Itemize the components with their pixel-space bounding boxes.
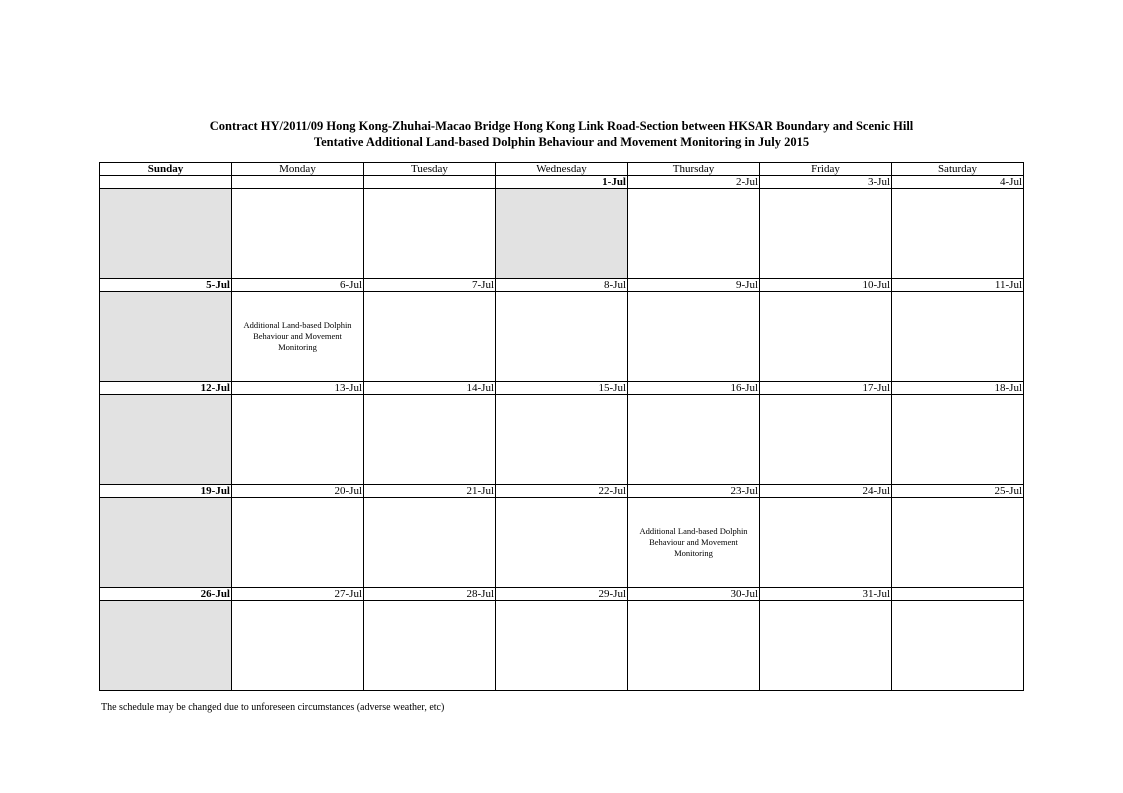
weekday-header-row xyxy=(100,163,1024,176)
event-cell: Additional Land-based Dolphin Behaviour and Movement Monitoring xyxy=(232,292,364,382)
week-event-row xyxy=(100,395,1024,485)
date-cell: 29-Jul xyxy=(496,588,628,601)
date-cell: 27-Jul xyxy=(232,588,364,601)
week-event-row xyxy=(100,601,1024,691)
date-cell: 28-Jul xyxy=(364,588,496,601)
week-event-row xyxy=(100,292,1024,382)
week-event-row xyxy=(100,189,1024,279)
week-date-row xyxy=(100,279,1024,292)
event-cell xyxy=(364,292,496,382)
date-cell: 4-Jul xyxy=(892,176,1024,189)
event-cell xyxy=(496,601,628,691)
event-cell xyxy=(100,601,232,691)
date-cell: 5-Jul xyxy=(100,279,232,292)
event-cell xyxy=(100,292,232,382)
document-title: Contract HY/2011/09 Hong Kong-Zhuhai-Macao Bridge Hong Kong Link Road-Section between HKSAR Boundary and Scenic Hill xyxy=(209,119,914,133)
date-cell: 9-Jul xyxy=(628,279,760,292)
event-cell xyxy=(232,601,364,691)
day-header-wednesday: Wednesday xyxy=(496,163,628,176)
date-cell: 12-Jul xyxy=(100,382,232,395)
date-cell: 30-Jul xyxy=(628,588,760,601)
week-event-row xyxy=(100,498,1024,588)
week-date-row xyxy=(100,485,1024,498)
event-cell xyxy=(760,395,892,485)
event-cell xyxy=(496,292,628,382)
date-cell: 10-Jul xyxy=(760,279,892,292)
date-cell: 22-Jul xyxy=(496,485,628,498)
event-cell: Additional Land-based Dolphin Behaviour and Movement Monitoring xyxy=(628,498,760,588)
date-cell: 31-Jul xyxy=(760,588,892,601)
event-cell xyxy=(760,601,892,691)
event-cell xyxy=(760,292,892,382)
date-cell: 20-Jul xyxy=(232,485,364,498)
date-cell xyxy=(232,176,364,189)
event-cell xyxy=(892,601,1024,691)
event-cell xyxy=(628,189,760,279)
date-cell: 18-Jul xyxy=(892,382,1024,395)
event-cell xyxy=(100,498,232,588)
event-cell xyxy=(364,189,496,279)
date-cell xyxy=(100,176,232,189)
event-cell xyxy=(232,498,364,588)
week-date-row xyxy=(100,588,1024,601)
event-cell xyxy=(364,498,496,588)
day-header-thursday: Thursday xyxy=(628,163,760,176)
event-cell xyxy=(232,189,364,279)
event-cell xyxy=(364,395,496,485)
date-cell: 13-Jul xyxy=(232,382,364,395)
event-cell xyxy=(364,601,496,691)
calendar-table xyxy=(99,162,1024,691)
event-cell xyxy=(232,395,364,485)
date-cell: 1-Jul xyxy=(496,176,628,189)
event-cell xyxy=(496,498,628,588)
date-cell xyxy=(892,588,1024,601)
date-cell: 6-Jul xyxy=(232,279,364,292)
date-cell: 7-Jul xyxy=(364,279,496,292)
date-cell: 3-Jul xyxy=(760,176,892,189)
event-cell xyxy=(892,292,1024,382)
date-cell: 25-Jul xyxy=(892,485,1024,498)
date-cell: 24-Jul xyxy=(760,485,892,498)
date-cell: 21-Jul xyxy=(364,485,496,498)
date-cell: 26-Jul xyxy=(100,588,232,601)
event-cell xyxy=(760,189,892,279)
week-date-row xyxy=(100,382,1024,395)
event-cell xyxy=(496,395,628,485)
event-cell xyxy=(760,498,892,588)
date-cell: 19-Jul xyxy=(100,485,232,498)
date-cell: 15-Jul xyxy=(496,382,628,395)
event-cell xyxy=(892,498,1024,588)
schedule-footnote: The schedule may be changed due to unforeseen circumstances (adverse weather, etc) xyxy=(101,702,445,713)
date-cell: 11-Jul xyxy=(892,279,1024,292)
day-header-tuesday: Tuesday xyxy=(364,163,496,176)
day-header-sunday: Sunday xyxy=(100,163,232,176)
event-cell xyxy=(628,292,760,382)
event-cell xyxy=(496,189,628,279)
day-header-monday: Monday xyxy=(232,163,364,176)
date-cell: 8-Jul xyxy=(496,279,628,292)
document-subtitle: Tentative Additional Land-based Dolphin Behaviour and Movement Monitoring in July 2015 xyxy=(313,135,810,149)
date-cell: 14-Jul xyxy=(364,382,496,395)
event-cell xyxy=(100,395,232,485)
date-cell: 2-Jul xyxy=(628,176,760,189)
event-cell xyxy=(892,395,1024,485)
event-cell xyxy=(628,601,760,691)
week-date-row xyxy=(100,176,1024,189)
date-cell: 16-Jul xyxy=(628,382,760,395)
date-cell: 23-Jul xyxy=(628,485,760,498)
event-cell xyxy=(628,395,760,485)
date-cell xyxy=(364,176,496,189)
event-cell xyxy=(100,189,232,279)
event-cell xyxy=(892,189,1024,279)
day-header-saturday: Saturday xyxy=(892,163,1024,176)
day-header-friday: Friday xyxy=(760,163,892,176)
date-cell: 17-Jul xyxy=(760,382,892,395)
